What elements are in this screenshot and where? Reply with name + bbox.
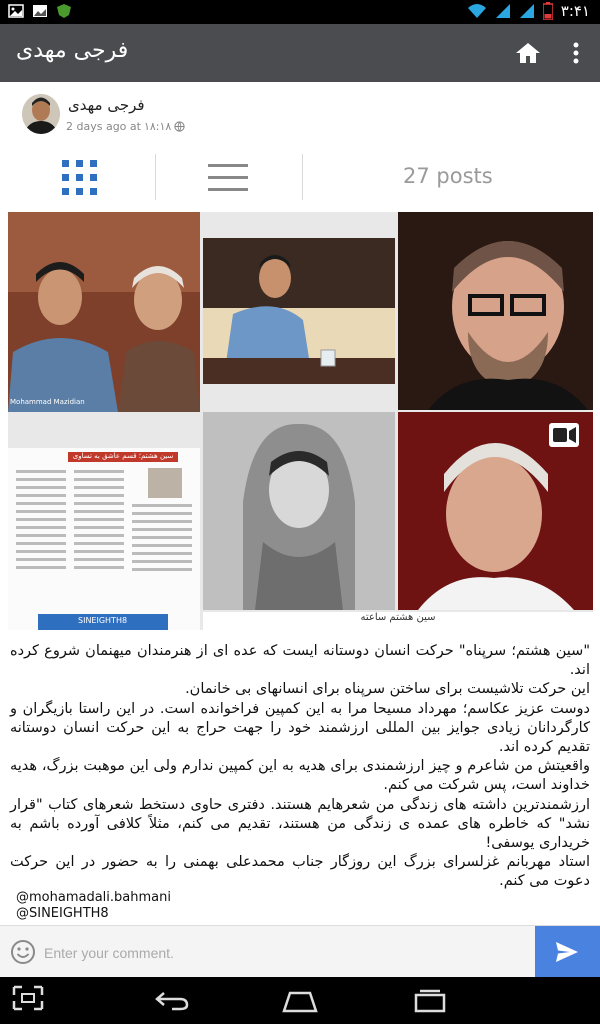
- comment-bar: [0, 925, 600, 977]
- time-prefix: 2 days ago at: [66, 120, 141, 133]
- caption-paragraph: دوست عزیز عکاسم؛ مهرداد مسیحا مرا به این کمپین فراخوانده است. در این راستا بازیگران و کارگردانان زیادی جوایز بین المللی ارزشمند خود را جهت حراج به این حرکت انسان دوستانه تقدیم کرده اند.: [10, 700, 590, 756]
- battery-icon: [543, 2, 553, 20]
- home-nav-icon[interactable]: [280, 985, 320, 1015]
- video-icon: [548, 422, 580, 448]
- view-tabs: [0, 146, 600, 210]
- grid-view-icon[interactable]: [40, 156, 120, 200]
- back-icon[interactable]: [152, 985, 192, 1015]
- time-value: ۱۸:۱۸: [143, 120, 172, 133]
- avatar[interactable]: [22, 94, 60, 134]
- comment-input[interactable]: [44, 940, 524, 966]
- wifi-icon: [467, 3, 487, 19]
- image-icon: [8, 4, 24, 18]
- emoji-icon[interactable]: [10, 939, 36, 965]
- photo-tile[interactable]: [8, 212, 200, 412]
- status-time: ۳:۴۱: [560, 2, 590, 20]
- photo-tile[interactable]: [203, 238, 395, 384]
- app-bar: [0, 24, 600, 82]
- post-header: [0, 82, 600, 146]
- post-timestamp: [66, 120, 185, 133]
- posts-count: 27 posts: [403, 164, 493, 188]
- signal-icon: [519, 3, 535, 19]
- collage-caption-strip: سین هشتم ساعته: [203, 612, 593, 630]
- mention-link[interactable]: @SINEIGHTH8: [16, 906, 109, 921]
- signal-icon: [495, 3, 511, 19]
- post-image-collage[interactable]: [8, 212, 593, 630]
- caption-paragraph: ارزشمندترین داشته های زندگی من شعرهایم هستند. دفتری حاوی دستخط شعرهای کتاب "قرار نشد" که خاطره های عمده ی زندگی من هستند، تقدیم می کنم، مثلاً کلافی آورده باشم به خریداری یوسفی!: [10, 796, 590, 852]
- send-icon: [555, 941, 579, 963]
- shield-icon: [56, 4, 72, 18]
- caption-paragraph: این حرکت تلاشیست برای ساختن سرپناه برای انسانهای بی خانمان.: [185, 681, 590, 698]
- more-vert-icon[interactable]: [566, 39, 586, 67]
- status-bar: [0, 0, 600, 24]
- photo-tile[interactable]: [203, 412, 395, 610]
- magazine-tile[interactable]: [8, 448, 200, 630]
- caption-paragraph: واقعیتش من شاعرم و چیز ارزشمندی برای هدیه به این کمپین ندارم ولی این موهبت بزرگ، هدیه خداوند است، پس شرکت می کنم.: [10, 758, 590, 794]
- gallery-icon: [32, 4, 48, 18]
- app-title: فرجی مهدی: [16, 38, 129, 63]
- magazine-footer: SINEIGHTH8: [78, 616, 128, 625]
- tab-divider: [302, 154, 303, 200]
- tab-divider: [155, 154, 156, 200]
- list-view-icon[interactable]: [190, 156, 270, 200]
- caption-paragraph: "سين هشتم؛ سرپناه" حركت انسان دوستانه ايست كه عده اى از هنرمندان ميهنمان شروع كرده اند.: [10, 643, 590, 679]
- send-button[interactable]: [535, 926, 600, 978]
- caption-paragraph: استاد مهربانم غزلسرای بزرگ این روزگار جناب محمدعلی بهمنی را به حضور در این حرکت دعوت می کنم.: [10, 854, 590, 890]
- photo-tile[interactable]: [398, 212, 593, 410]
- recents-icon[interactable]: [410, 985, 450, 1015]
- mention-link[interactable]: @mohamadali.bahmani: [16, 890, 171, 905]
- mentions: [16, 890, 171, 922]
- author-name[interactable]: فرجی مهدی: [68, 96, 145, 114]
- magazine-heading: سین هشتم؛ قسم عاشق به تساوی: [72, 452, 174, 460]
- video-tile[interactable]: [398, 412, 593, 610]
- home-icon[interactable]: [515, 41, 541, 65]
- post-content: [0, 82, 600, 925]
- photo-credit: Mohammad Mazidian: [10, 398, 85, 406]
- system-nav-bar: [0, 977, 600, 1024]
- screenshot-icon[interactable]: [8, 983, 48, 1013]
- globe-icon: [174, 121, 185, 132]
- post-caption: [10, 642, 590, 892]
